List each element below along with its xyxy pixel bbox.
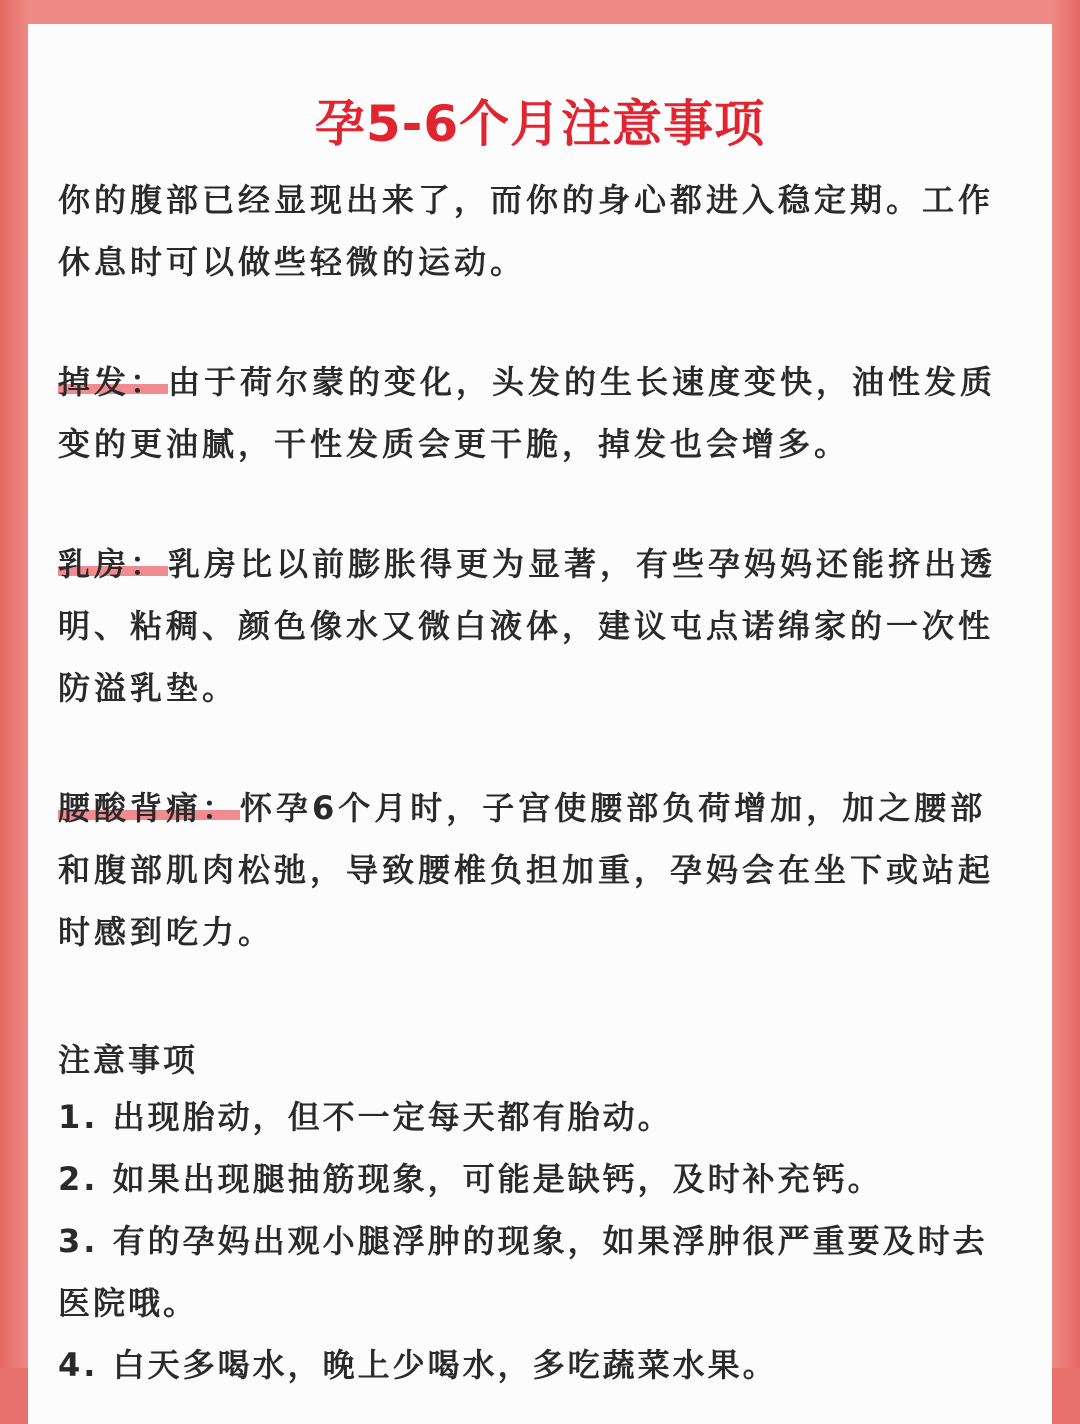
list-item: 1. 出现胎动，但不一定每天都有胎动。: [58, 1098, 673, 1136]
section-back-pain: [58, 777, 1018, 963]
content-card: [28, 24, 1052, 1424]
section-breast: [58, 533, 1018, 719]
section-label-hair-loss: 掉发：: [58, 363, 167, 401]
page-title: 孕5-6个月注意事项: [314, 95, 766, 153]
section-text-back-pain: 怀孕6个月时，子宫使腰部负荷增加，加之腰部和腹部肌肉松弛，导致腰椎负担加重，孕妈会在坐下或站起时感到吃力。: [58, 789, 995, 951]
section-hair-loss: [58, 351, 1018, 475]
notes-heading: 注意事项: [58, 1041, 199, 1079]
section-label-back-pain: 腰酸背痛：: [58, 789, 239, 827]
section-text-breast: 乳房比以前膨胀得更为显著，有些孕妈妈还能挤出透明、粘稠、颜色像水又微白液体，建议屯点诺绵家的一次性防溢乳垫。: [58, 545, 997, 707]
section-text-hair-loss: 由于荷尔蒙的变化，头发的生长速度变快，油性发质变的更油腻，干性发质会更干脆，掉发也会增多。: [58, 363, 997, 463]
notes-list: [58, 1086, 1018, 1396]
intro-paragraph: 你的腹部已经显现出来了，而你的身心都进入稳定期。工作休息时可以做些轻微的运动。: [58, 181, 995, 281]
list-item: 4. 白天多喝水，晚上少喝水，多吃蔬菜水果。: [58, 1346, 778, 1384]
list-item: 3. 有的孕妈出观小腿浮肿的现象，如果浮肿很严重要及时去医院哦。: [58, 1222, 988, 1322]
list-item: 2. 如果出现腿抽筋现象，可能是缺钙，及时补充钙。: [58, 1160, 883, 1198]
section-label-breast: 乳房：: [58, 545, 167, 583]
